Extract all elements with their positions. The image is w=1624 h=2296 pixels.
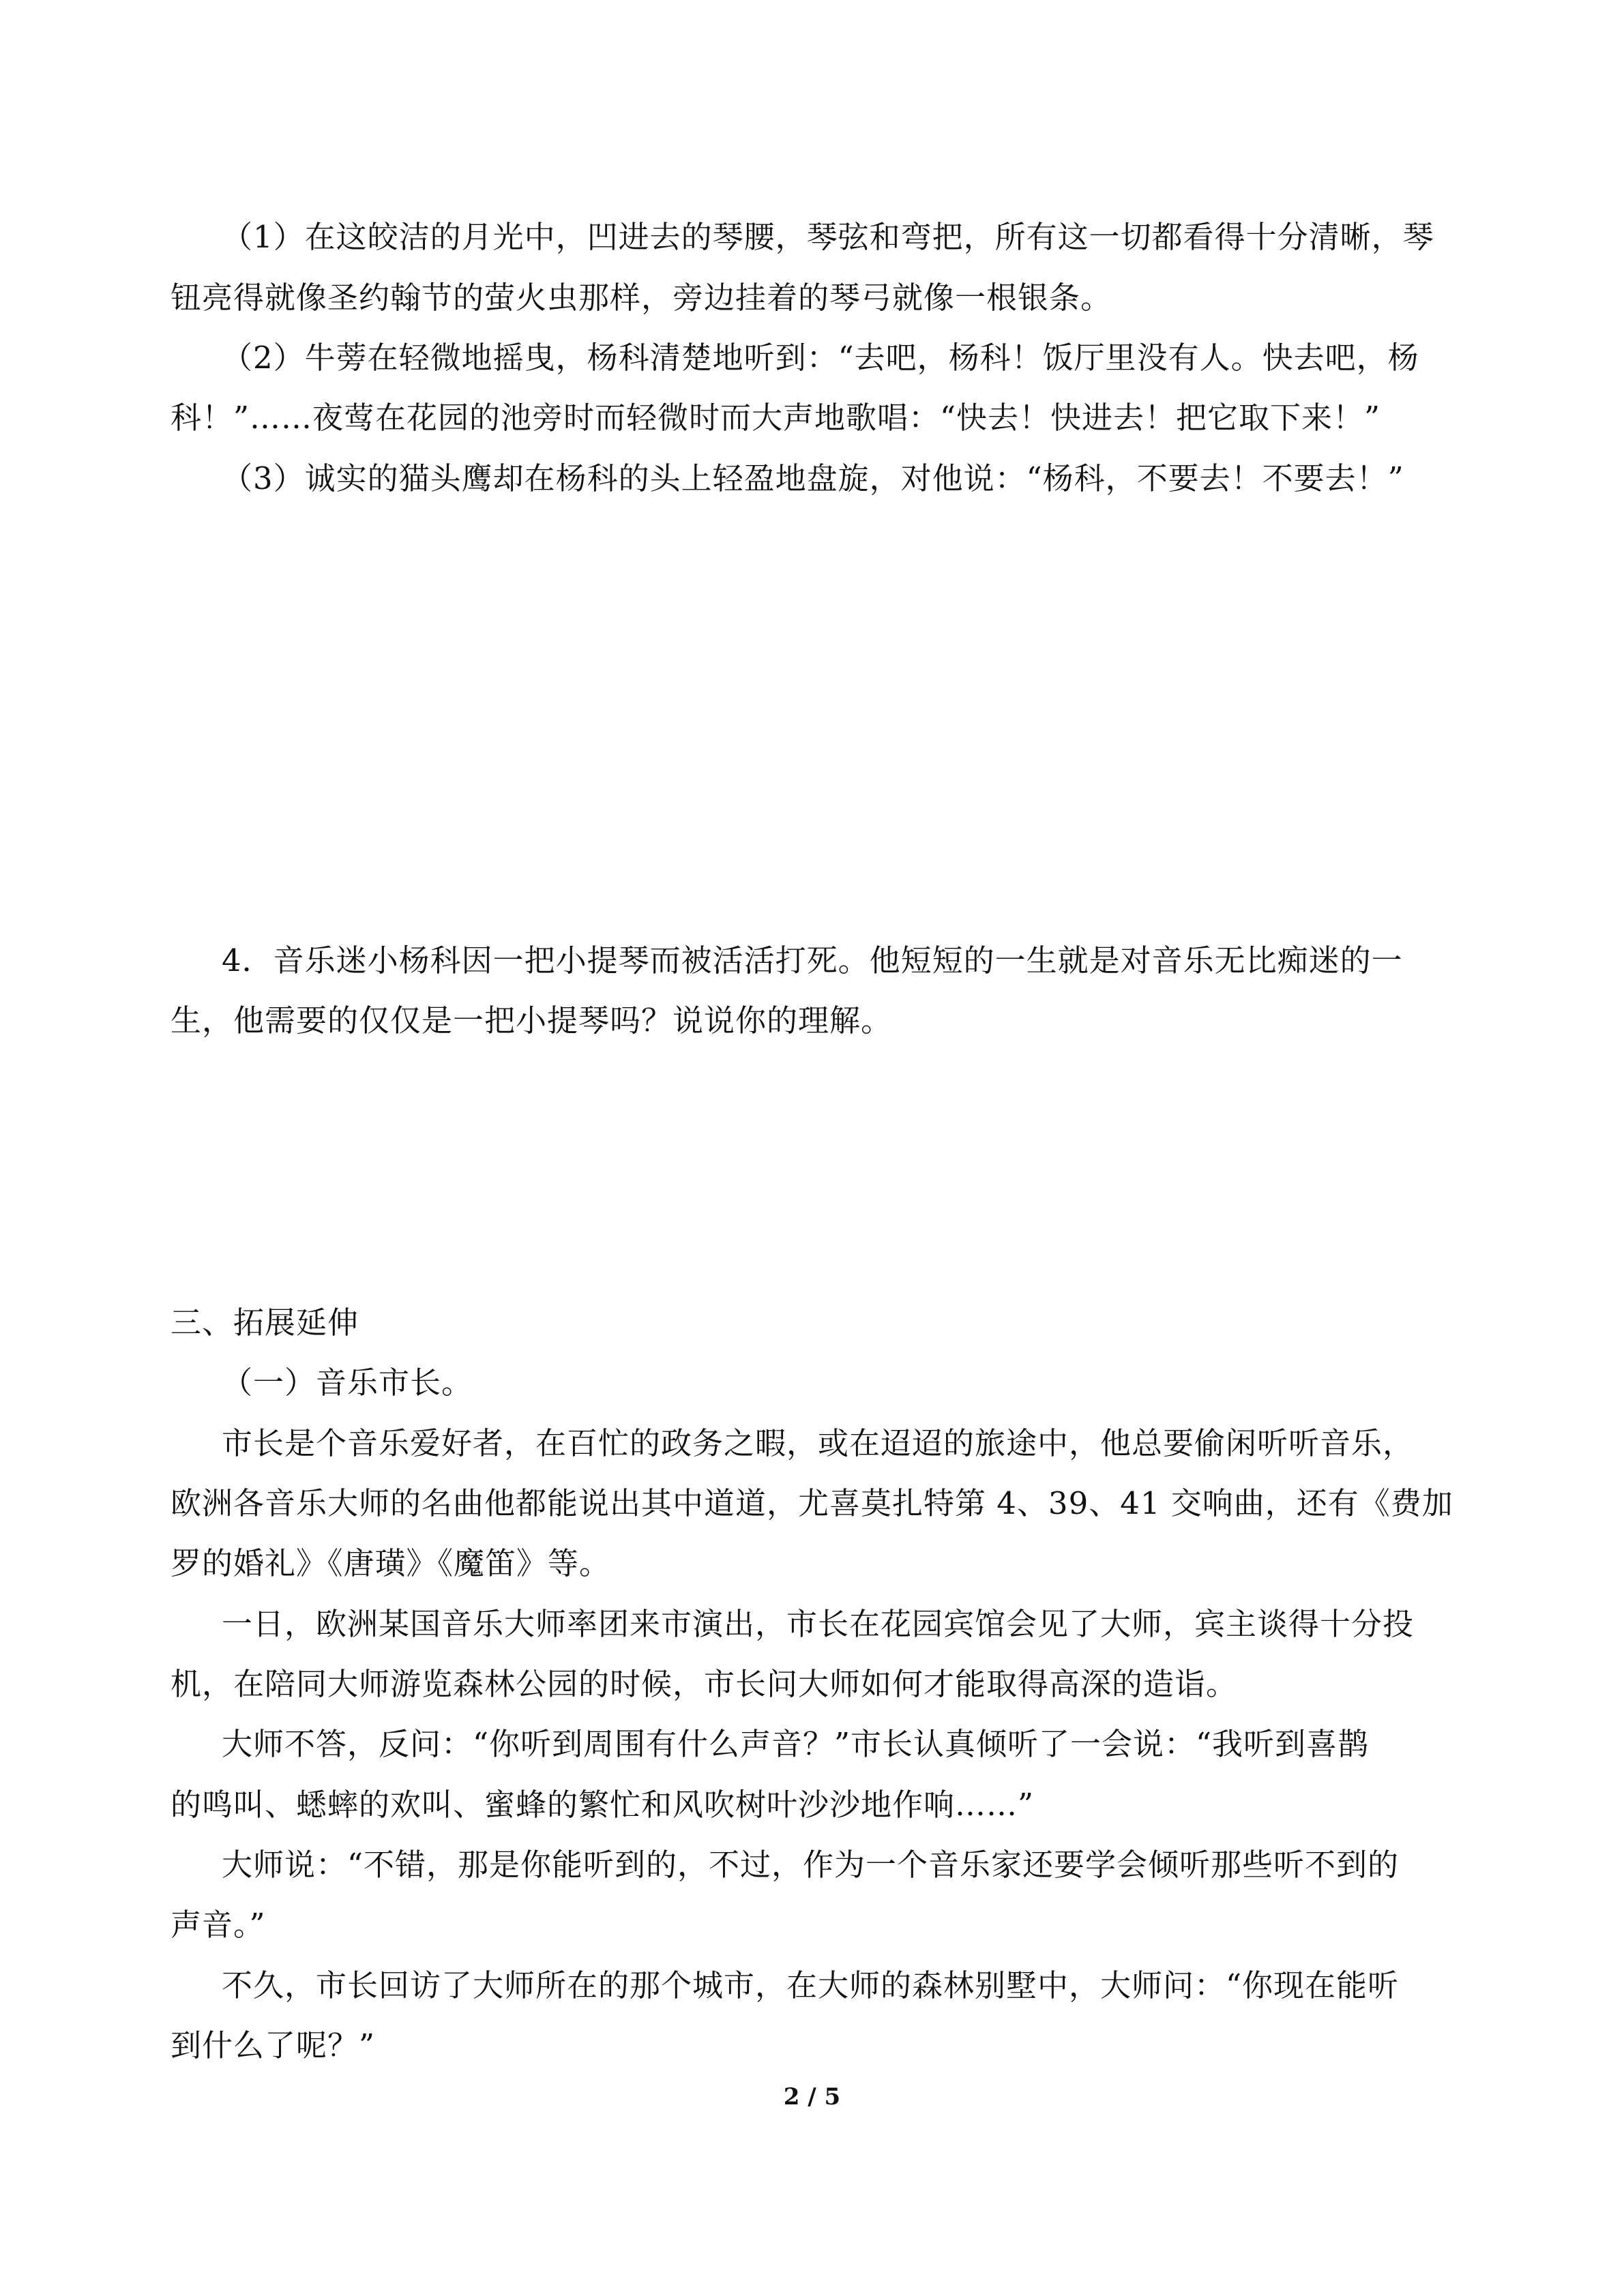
paragraph-line: 一日，欧洲某国音乐大师率团来市演出，市长在花园宾馆会见了大师，宾主谈得十分投: [222, 1606, 1415, 1642]
q4-line2: 生，他需要的仅仅是一把小提琴吗？说说你的理解。: [171, 1002, 893, 1039]
paragraph-line: 罗的婚礼》《唐璜》《魔笛》等。: [171, 1545, 611, 1581]
q3-item3-line1: （3）诚实的猫头鹰却在杨科的头上轻盈地盘旋，对他说：“杨科，不要去！不要去！”: [222, 460, 1404, 496]
q3-item2-line2: 科！”……夜莺在花园的池旁时而轻微时而大声地歌唱：“快去！快进去！把它取下来！”: [171, 400, 1381, 436]
page-number: 2 / 5: [783, 2083, 841, 2111]
q3-item1-line2: 钮亮得就像圣约翰节的萤火虫那样，旁边挂着的琴弓就像一根银条。: [171, 280, 1112, 316]
paragraph-line: 到什么了呢？”: [171, 2027, 376, 2063]
paragraph-line: 欧洲各音乐大师的名曲他都能说出其中道道，尤喜莫扎特第 4、39、41 交响曲，还有《费加: [171, 1485, 1453, 1521]
paragraph-line: 声音。”: [171, 1907, 266, 1943]
q3-item1-line1: （1）在这皎洁的月光中，凹进去的琴腰，琴弦和弯把，所有这一切都看得十分清晰，琴: [222, 219, 1434, 255]
paragraph-line: 大师不答，反问：“你听到周围有什么声音？”市长认真倾听了一会说：“我听到喜鹊: [222, 1726, 1370, 1762]
paragraph-line: 不久，市长回访了大师所在的那个城市，在大师的森林别墅中，大师问：“你现在能听: [222, 1967, 1400, 2003]
section-subheading: （一）音乐市长。: [222, 1365, 473, 1401]
paragraph-line: 市长是个音乐爱好者，在百忙的政务之暇，或在迢迢的旅途中，他总要偷闲听听音乐，: [222, 1425, 1415, 1461]
q3-item2-line1: （2）牛蒡在轻微地摇曳，杨科清楚地听到：“去吧，杨科！饭厅里没有人。快去吧，杨: [222, 340, 1419, 376]
paragraph-line: 机，在陪同大师游览森林公园的时候，市长问大师如何才能取得高深的造诣。: [171, 1666, 1238, 1702]
section-heading: 三、拓展延伸: [171, 1304, 359, 1341]
paragraph-line: 大师说：“不错，那是你能听到的，不过，作为一个音乐家还要学会倾听那些听不到的: [222, 1847, 1400, 1883]
paragraph-line: 的鸣叫、蟋蟀的欢叫、蜜蜂的繁忙和风吹树叶沙沙地作响……”: [171, 1787, 1035, 1823]
q4-line1: 4．音乐迷小杨科因一把小提琴而被活活打死。他短短的一生就是对音乐无比痴迷的一: [222, 942, 1403, 979]
